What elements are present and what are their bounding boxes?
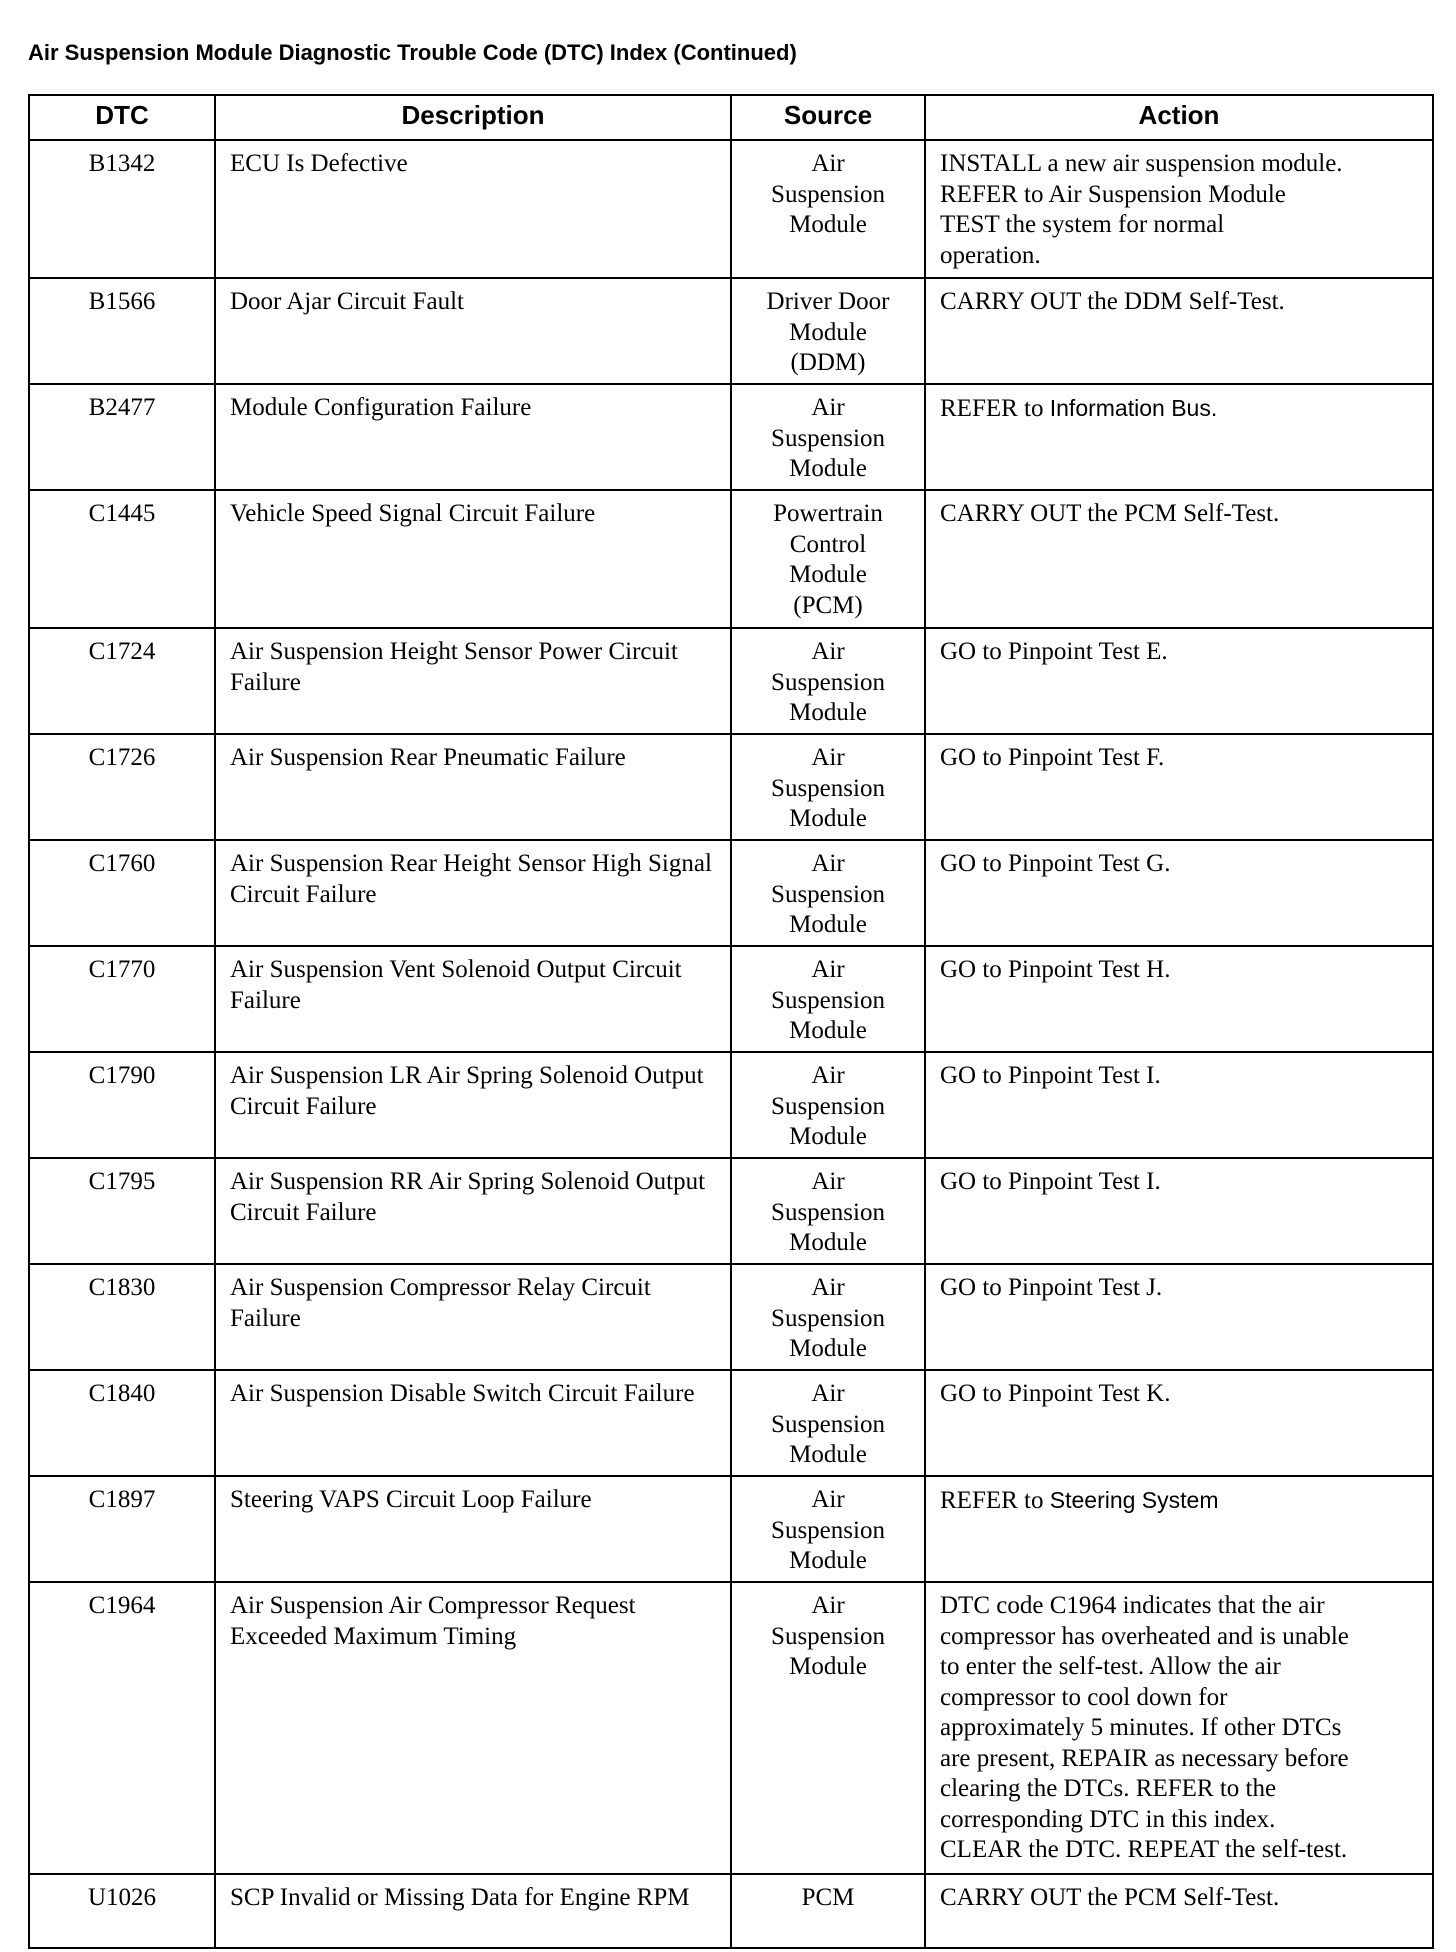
source-cell: Air Suspension Module xyxy=(731,1158,925,1264)
table-row xyxy=(29,278,1433,384)
header-dtc: DTC xyxy=(29,95,215,140)
header-source: Source xyxy=(731,95,925,140)
source-cell: Air Suspension Module xyxy=(731,1052,925,1158)
table-row xyxy=(29,1264,1433,1370)
source-cell: Air Suspension Module xyxy=(731,140,925,278)
action-reference-text: Steering System xyxy=(1049,1487,1219,1513)
table-row xyxy=(29,384,1433,490)
table-row xyxy=(29,1874,1433,1948)
description-cell: Air Suspension Compressor Relay Circuit Failure xyxy=(215,1264,731,1370)
table-row xyxy=(29,628,1433,734)
dtc-index-table xyxy=(28,94,1434,1949)
source-cell: Air Suspension Module xyxy=(731,734,925,840)
source-cell: Air Suspension Module xyxy=(731,946,925,1052)
dtc-code-cell: C1830 xyxy=(29,1264,215,1370)
dtc-code-cell: C1897 xyxy=(29,1476,215,1582)
dtc-code-cell: C1760 xyxy=(29,840,215,946)
table-row xyxy=(29,946,1433,1052)
source-cell: Air Suspension Module xyxy=(731,1582,925,1874)
source-cell: PCM xyxy=(731,1874,925,1948)
description-cell: Air Suspension Height Sensor Power Circuit Failure xyxy=(215,628,731,734)
source-cell: Powertrain Control Module (PCM) xyxy=(731,490,925,628)
action-cell: REFER to Information Bus. xyxy=(925,384,1433,490)
action-cell: GO to Pinpoint Test F. xyxy=(925,734,1433,840)
dtc-code-cell: C1795 xyxy=(29,1158,215,1264)
action-cell: GO to Pinpoint Test H. xyxy=(925,946,1433,1052)
table-row xyxy=(29,1158,1433,1264)
dtc-code-cell: C1964 xyxy=(29,1582,215,1874)
dtc-code-cell: U1026 xyxy=(29,1874,215,1948)
dtc-code-cell: B2477 xyxy=(29,384,215,490)
description-cell: Module Configuration Failure xyxy=(215,384,731,490)
action-cell: GO to Pinpoint Test I. xyxy=(925,1052,1433,1158)
source-cell: Driver Door Module (DDM) xyxy=(731,278,925,384)
description-cell: Air Suspension Rear Pneumatic Failure xyxy=(215,734,731,840)
description-cell: Air Suspension Rear Height Sensor High Signal Circuit Failure xyxy=(215,840,731,946)
description-cell: SCP Invalid or Missing Data for Engine RPM xyxy=(215,1874,731,1948)
header-action: Action xyxy=(925,95,1433,140)
table-row xyxy=(29,1582,1433,1874)
page-title: Air Suspension Module Diagnostic Trouble Code (DTC) Index (Continued) xyxy=(28,40,797,65)
action-cell: INSTALL a new air suspension module. REFER to Air Suspension Module TEST the system for normal operation. xyxy=(925,140,1433,278)
source-cell: Air Suspension Module xyxy=(731,1264,925,1370)
dtc-code-cell: C1840 xyxy=(29,1370,215,1476)
action-cell: GO to Pinpoint Test E. xyxy=(925,628,1433,734)
action-cell: DTC code C1964 indicates that the air compressor has overheated and is unable to enter the self-test. Allow the air compressor to cool down for approximately 5 minutes. If other DTCs are present, REPAIR as necessary before clearing the DTCs. REFER to the corresponding DTC in this index. CLEAR the DTC. REPEAT the self-test. xyxy=(925,1582,1433,1874)
table-row xyxy=(29,1476,1433,1582)
description-cell: Vehicle Speed Signal Circuit Failure xyxy=(215,490,731,628)
dtc-code-cell: C1790 xyxy=(29,1052,215,1158)
description-cell: Steering VAPS Circuit Loop Failure xyxy=(215,1476,731,1582)
source-cell: Air Suspension Module xyxy=(731,1476,925,1582)
dtc-code-cell: B1342 xyxy=(29,140,215,278)
description-cell: Air Suspension Vent Solenoid Output Circuit Failure xyxy=(215,946,731,1052)
description-cell: Air Suspension Disable Switch Circuit Failure xyxy=(215,1370,731,1476)
header-description: Description xyxy=(215,95,731,140)
table-row xyxy=(29,490,1433,628)
table-row xyxy=(29,840,1433,946)
dtc-code-cell: C1770 xyxy=(29,946,215,1052)
source-cell: Air Suspension Module xyxy=(731,840,925,946)
description-cell: Air Suspension RR Air Spring Solenoid Output Circuit Failure xyxy=(215,1158,731,1264)
action-cell: GO to Pinpoint Test I. xyxy=(925,1158,1433,1264)
action-cell: GO to Pinpoint Test J. xyxy=(925,1264,1433,1370)
dtc-code-cell: B1566 xyxy=(29,278,215,384)
action-reference-text: Information Bus. xyxy=(1049,395,1218,421)
dtc-code-cell: C1724 xyxy=(29,628,215,734)
description-cell: Air Suspension Air Compressor Request Exceeded Maximum Timing xyxy=(215,1582,731,1874)
action-cell: CARRY OUT the PCM Self-Test. xyxy=(925,1874,1433,1948)
table-header-row xyxy=(29,95,1433,140)
table-body xyxy=(29,140,1433,1948)
action-cell: CARRY OUT the DDM Self-Test. xyxy=(925,278,1433,384)
description-cell: Door Ajar Circuit Fault xyxy=(215,278,731,384)
table-row xyxy=(29,734,1433,840)
action-cell: GO to Pinpoint Test G. xyxy=(925,840,1433,946)
dtc-code-cell: C1445 xyxy=(29,490,215,628)
table-row xyxy=(29,1370,1433,1476)
action-cell: REFER to Steering System xyxy=(925,1476,1433,1582)
dtc-code-cell: C1726 xyxy=(29,734,215,840)
description-cell: Air Suspension LR Air Spring Solenoid Output Circuit Failure xyxy=(215,1052,731,1158)
source-cell: Air Suspension Module xyxy=(731,1370,925,1476)
action-cell: CARRY OUT the PCM Self-Test. xyxy=(925,490,1433,628)
source-cell: Air Suspension Module xyxy=(731,384,925,490)
source-cell: Air Suspension Module xyxy=(731,628,925,734)
action-cell: GO to Pinpoint Test K. xyxy=(925,1370,1433,1476)
description-cell: ECU Is Defective xyxy=(215,140,731,278)
table-row xyxy=(29,1052,1433,1158)
table-row xyxy=(29,140,1433,278)
